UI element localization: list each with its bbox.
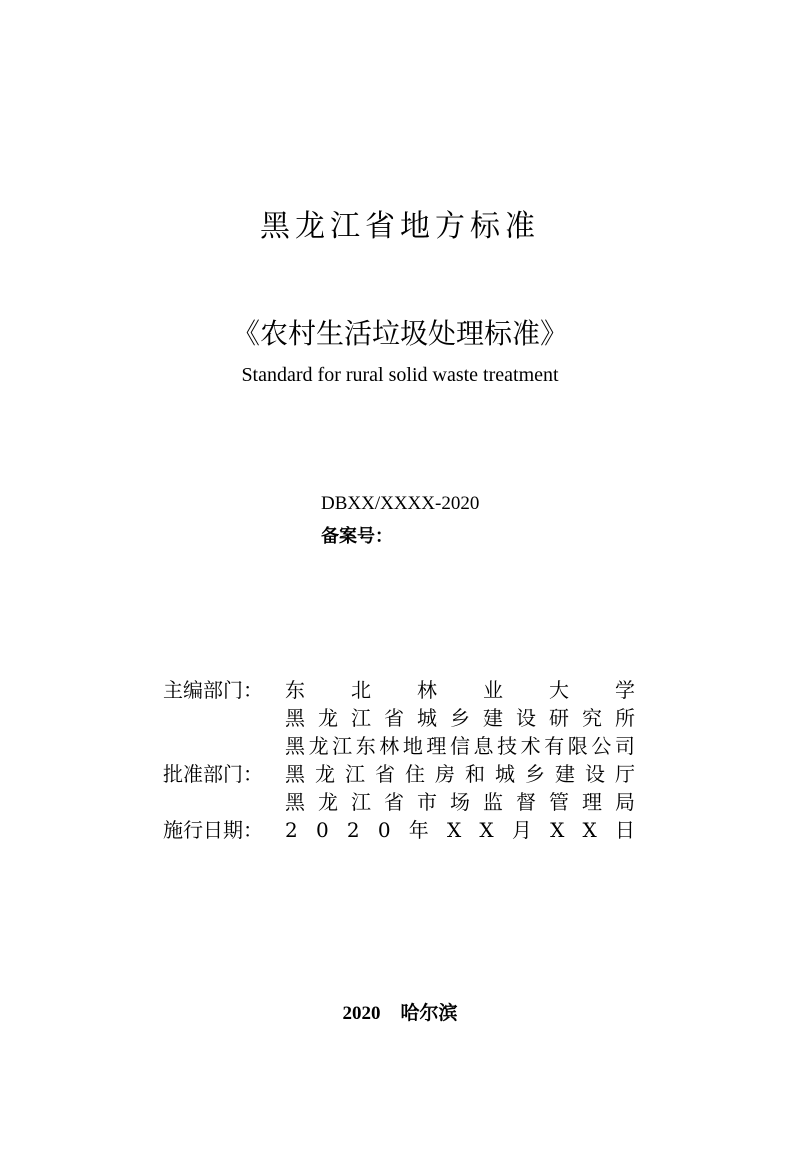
value-char: 信 <box>449 734 470 758</box>
value-char: 城 <box>417 706 437 730</box>
value-char: 黑 <box>285 706 305 730</box>
value-char: 公 <box>591 734 612 758</box>
value-char: 住 <box>405 762 425 786</box>
footer-year: 2020 <box>342 1003 381 1024</box>
value-char: 江 <box>345 762 365 786</box>
value-char: 厅 <box>615 762 635 786</box>
document-title-chinese: 《农村生活垃圾处理标准》 <box>231 317 568 350</box>
value-char: 江 <box>332 734 353 758</box>
value-char: 督 <box>516 790 536 814</box>
value-char: 江 <box>351 706 371 730</box>
value-char: 黑 <box>285 790 305 814</box>
value-char: 司 <box>614 734 635 758</box>
value-char: 东 <box>285 678 305 702</box>
value-char: 黑 <box>285 734 305 758</box>
value-char: 理 <box>582 790 602 814</box>
value-char: 0 <box>377 818 391 842</box>
value-char: 研 <box>549 706 569 730</box>
value-char: 大 <box>549 678 569 702</box>
value-char: 理 <box>426 734 447 758</box>
value-char: 北 <box>351 678 371 702</box>
value-char: 江 <box>351 790 371 814</box>
value-char: 龙 <box>318 790 338 814</box>
approval-department-1 <box>285 761 635 787</box>
value-char: 省 <box>384 790 404 814</box>
value-char: X <box>582 818 597 842</box>
value-char: 龙 <box>315 762 335 786</box>
value-char: 乡 <box>450 706 470 730</box>
value-char: 究 <box>582 706 602 730</box>
value-char: 东 <box>355 734 376 758</box>
value-char: 建 <box>483 706 503 730</box>
value-char: 业 <box>483 678 503 702</box>
value-char: 局 <box>615 790 635 814</box>
effective-date-value <box>285 817 635 843</box>
value-char: 监 <box>483 790 503 814</box>
value-char: 限 <box>567 734 588 758</box>
value-char: 日 <box>614 818 635 842</box>
filing-number-label: 备案号： <box>321 526 393 547</box>
value-char: 地 <box>402 734 423 758</box>
value-char: 有 <box>544 734 565 758</box>
editor-department-2 <box>285 705 635 731</box>
value-char: X <box>479 818 494 842</box>
standard-code: DBXX/XXXX-2020 <box>321 493 480 514</box>
value-char: 龙 <box>308 734 329 758</box>
editor-department-1 <box>285 677 635 703</box>
standard-category-heading: 黑龙江省地方标准 <box>260 209 540 244</box>
value-char: 0 <box>315 818 329 842</box>
value-char: 术 <box>520 734 541 758</box>
footer-city: 哈尔滨 <box>400 1002 458 1024</box>
approval-department-label: 批准部门： <box>163 762 263 786</box>
approval-department-2 <box>285 789 635 815</box>
value-char: 城 <box>495 762 515 786</box>
editor-department-3 <box>285 733 635 759</box>
value-char: X <box>550 818 565 842</box>
value-char: 场 <box>450 790 470 814</box>
value-char: X <box>446 818 462 842</box>
value-char: 建 <box>555 762 575 786</box>
effective-date-label: 施行日期： <box>163 818 263 842</box>
value-char: 所 <box>615 706 635 730</box>
value-char: 林 <box>379 734 400 758</box>
value-char: 房 <box>435 762 455 786</box>
value-char: 管 <box>549 790 569 814</box>
value-char: 省 <box>384 706 404 730</box>
editor-department-label: 主编部门： <box>163 678 263 702</box>
value-char: 年 <box>408 818 429 842</box>
value-char: 设 <box>585 762 605 786</box>
value-char: 省 <box>375 762 395 786</box>
document-title-english: Standard for rural solid waste treatment <box>241 364 559 386</box>
value-char: 黑 <box>285 762 305 786</box>
value-char: 2 <box>346 818 360 842</box>
value-char: 设 <box>516 706 536 730</box>
value-char: 技 <box>497 734 518 758</box>
value-char: 息 <box>473 734 494 758</box>
value-char: 龙 <box>318 706 338 730</box>
value-char: 林 <box>417 678 437 702</box>
value-char: 学 <box>615 678 635 702</box>
value-char: 乡 <box>525 762 545 786</box>
document-footer <box>0 998 800 1029</box>
value-char: 2 <box>285 818 298 842</box>
value-char: 市 <box>417 790 437 814</box>
value-char: 和 <box>465 762 485 786</box>
value-char: 月 <box>511 818 532 842</box>
